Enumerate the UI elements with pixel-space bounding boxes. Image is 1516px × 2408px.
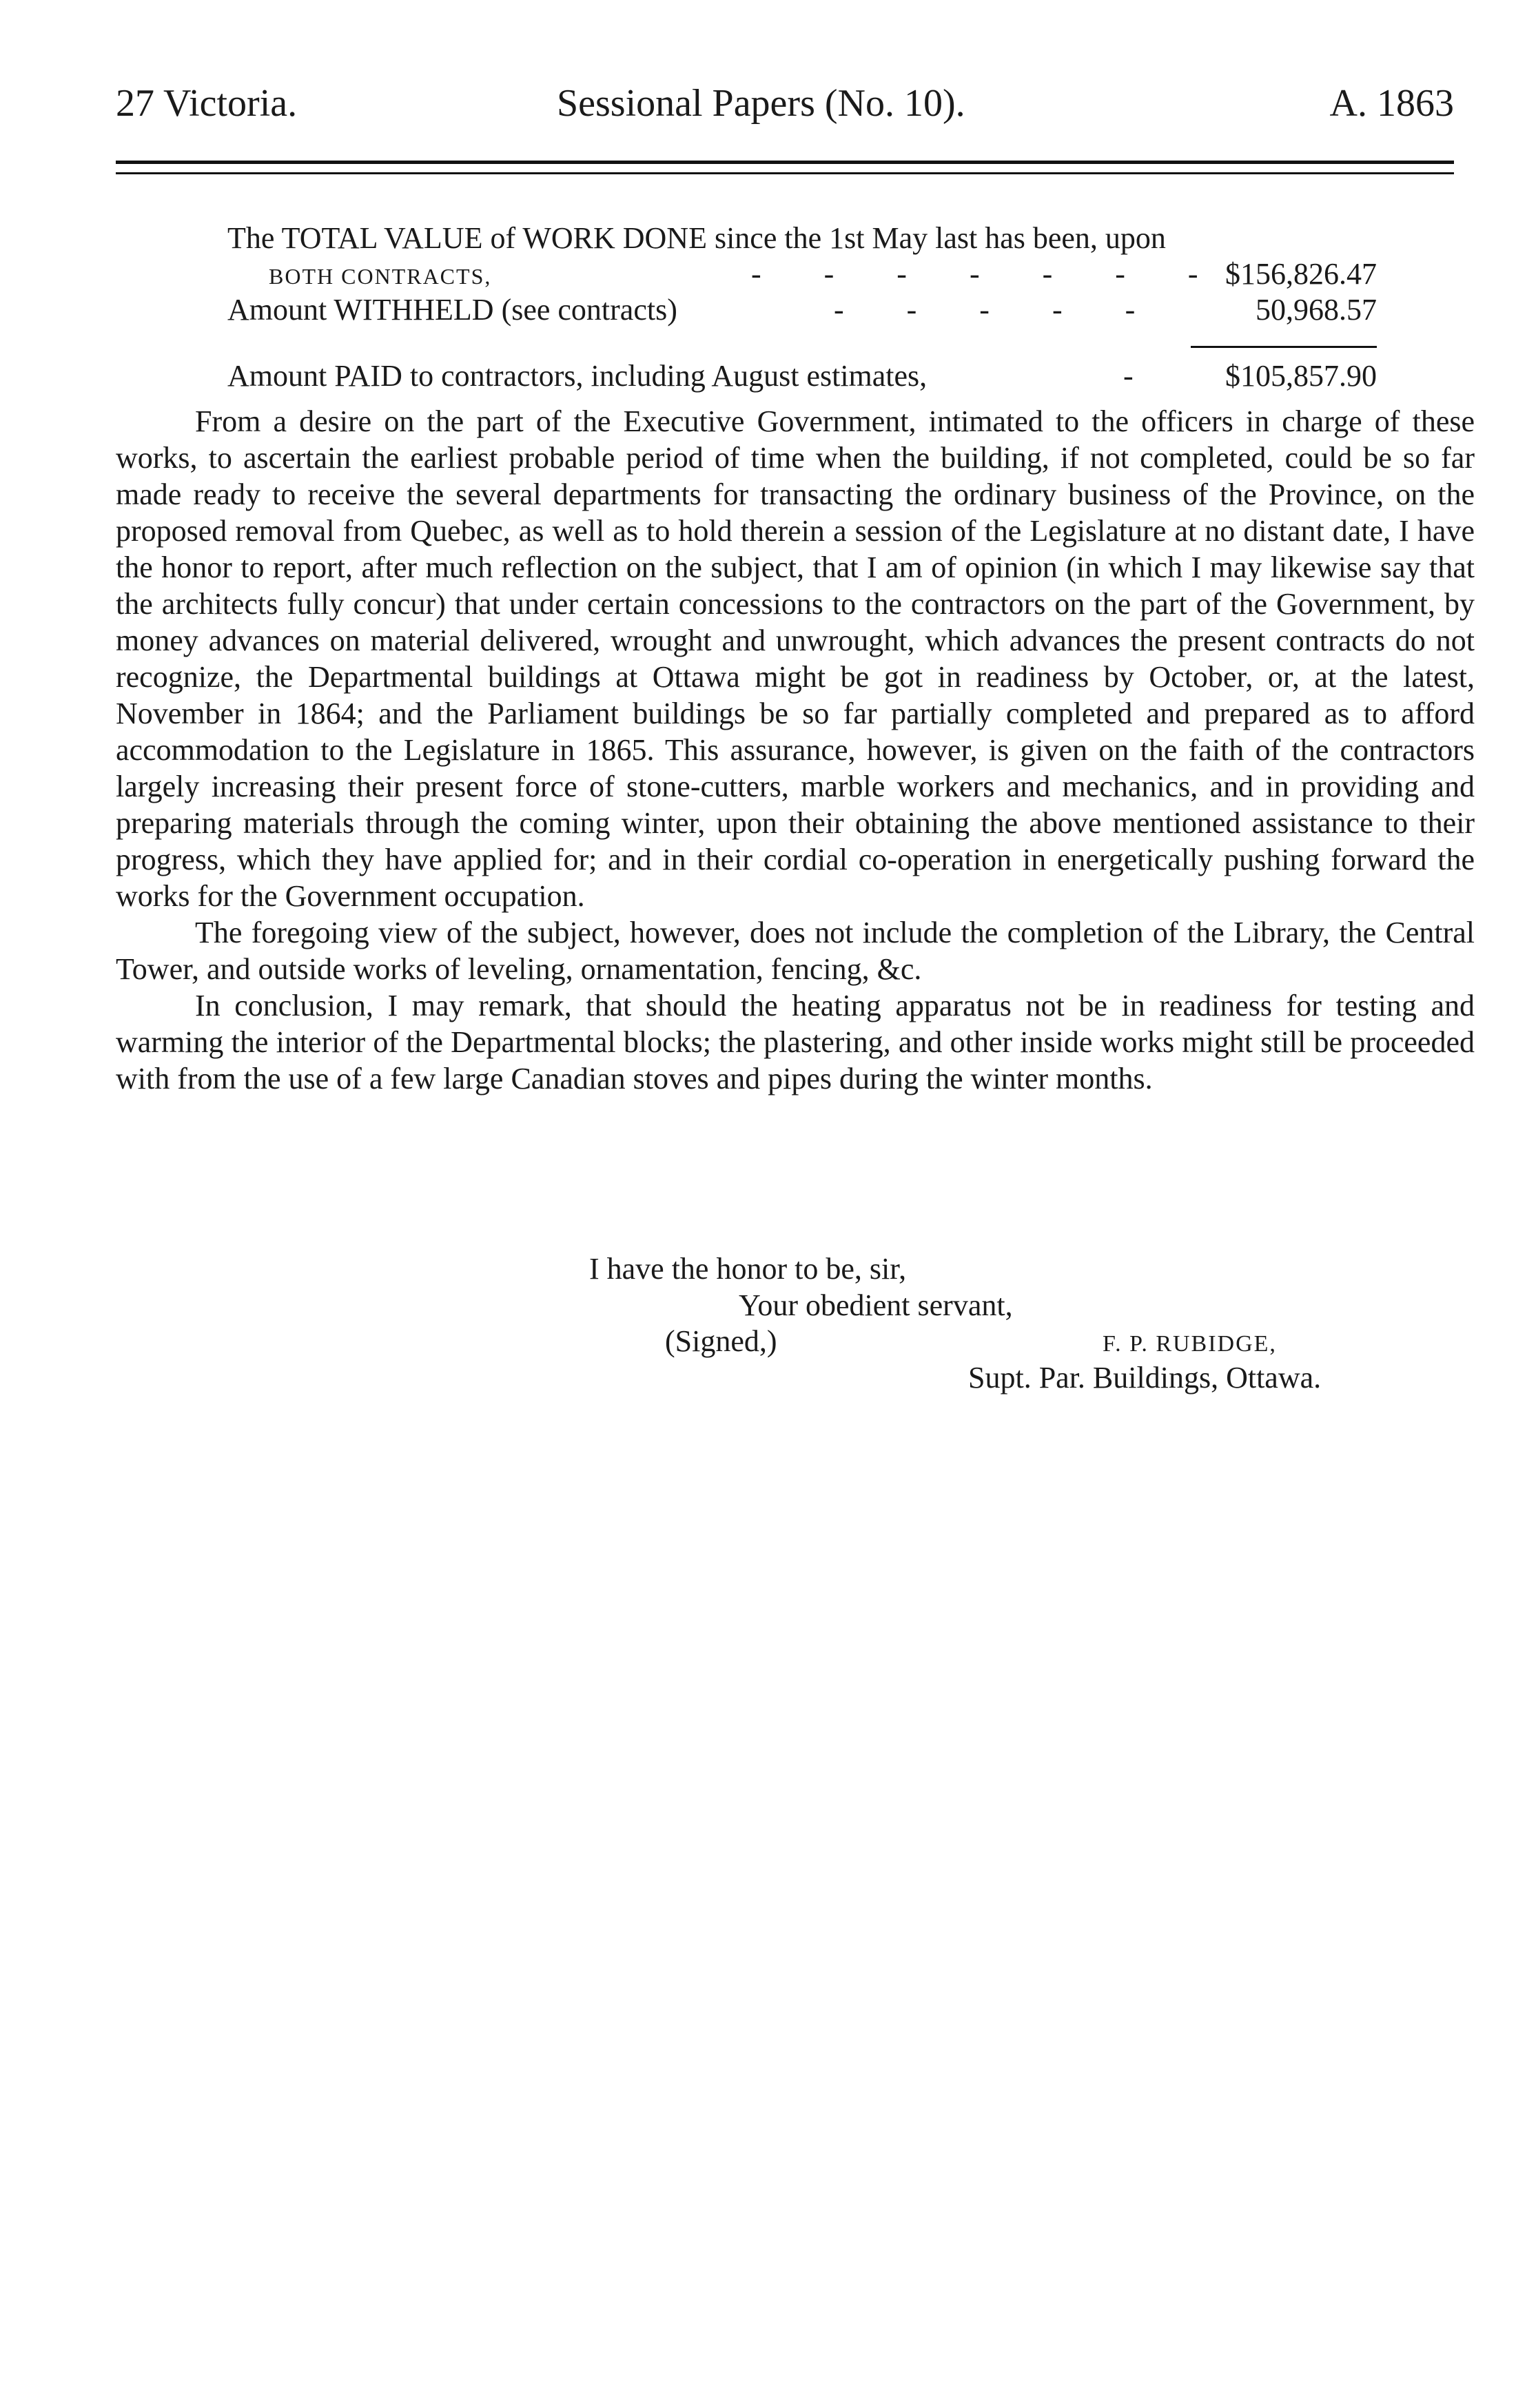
closing-line: I have the honor to be, sir, [589, 1252, 907, 1286]
withheld-amount: 50,968.57 [1256, 293, 1377, 327]
paragraph-conclusion: In conclusion, I may remark, that should the heating apparatus not be in readiness for testing and warming the interior of the Departmental blocks; the plastering, and other inside works might still be proceeded with from the use of a few large Canadian stoves and pipes during the winter months. [116, 989, 1475, 1095]
paid-row [227, 357, 1377, 395]
header-rule-thin [116, 172, 1454, 174]
paid-label: Amount PAID to contractors, including August estimates, [227, 359, 928, 393]
paragraph-readiness: From a desire on the part of the Executive Government, intimated to the officers in charge of these works, to ascertain the earliest probable period of time when the building, if not completed, could be so far made ready to receive the several departments for transacting the ordinary business of the Province, on the proposed removal from Quebec, as well as to hold therein a session of the Legislature at no distant date, I have the honor to report, after much reflection on the subject, that I am of opinion (in which I may likewise say that the architects fully concur) that under certain concessions to the contractors on the part of the Government, by money advances on material delivered, wrought and unwrought, which advances the present contracts do not recognize, the Departmental buildings at Ottawa might be got in readiness by October, or, at the latest, November in 1864; and the Parliament buildings be so far partially completed and prepared as to afford accommodation to the Legislature in 1865. This assurance, however, is given on the faith of the contractors largely increasing their present force of stone-cutters, marble workers and mechanics, and in providing and preparing materials through the coming winter, upon their obtaining the above mentioned assistance to their progress, which they have applied for; and in their cordial co-operation in energetically pushing forward the works for the Government occupation. [116, 404, 1475, 913]
withheld-label: Amount WITHHELD (see contracts) [227, 293, 677, 327]
signatory-name: F. P. RUBIDGE, [1103, 1331, 1277, 1357]
header-session: 27 Victoria. [116, 82, 298, 125]
withheld-row [227, 291, 1377, 329]
servant-line: Your obedient servant, [739, 1288, 1013, 1322]
header-year: A. 1863 [1329, 82, 1454, 125]
total-value-line: The TOTAL VALUE of WORK DONE since the 1st May last has been, upon [227, 221, 1166, 255]
signatory-title: Supt. Par. Buildings, Ottawa. [968, 1361, 1322, 1395]
signed-mark: (Signed,) [665, 1324, 777, 1358]
letter-body [116, 403, 1475, 1097]
leader-dots: - - - - - - - [751, 257, 1226, 291]
leader-dots: - - - - - [834, 293, 1163, 327]
page-header [116, 76, 1454, 131]
header-title: Sessional Papers (No. 10). [557, 82, 965, 125]
sum-rule [1191, 346, 1377, 348]
both-contracts-amount: $156,826.47 [1225, 257, 1377, 291]
both-contracts-label: BOTH CONTRACTS, [269, 264, 492, 289]
paid-amount: $105,857.90 [1225, 359, 1377, 393]
header-rule-thick [116, 161, 1454, 164]
leader-dots: - [1123, 359, 1161, 393]
paragraph-exclusions: The foregoing view of the subject, however, does not include the completion of the Library, the Central Tower, and outside works of leveling, ornamentation, fencing, &c. [116, 916, 1475, 986]
both-contracts-row [227, 255, 1377, 294]
